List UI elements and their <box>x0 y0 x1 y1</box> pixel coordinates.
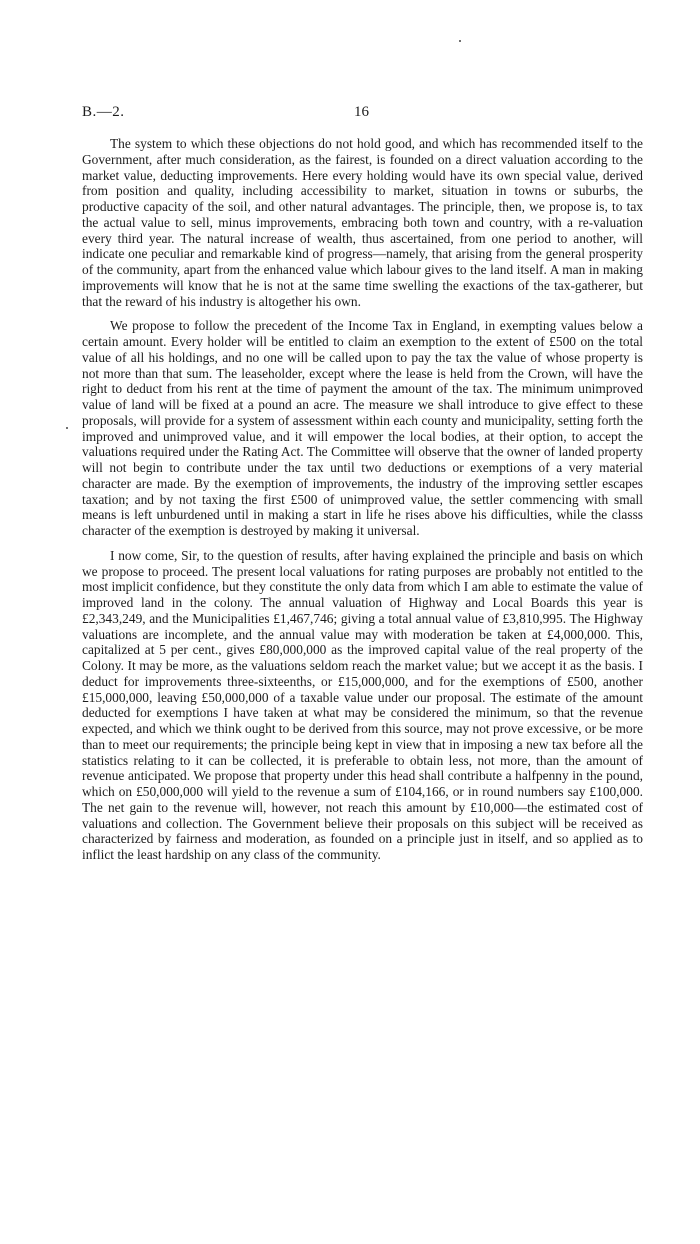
paragraph-exemptions: We propose to follow the precedent of the Income Tax in England, in exempting values below a certain amount. Every holder will be entitled to claim an exemption to the extent of £500 on the total value of all his holdings, and no one will be called upon to pay the tax the value of whose property is not more than that sum. The leaseholder, except where the lease is held from the Crown, will have the right to deduct from his rent at the time of payment the amount of the tax. The minimum unimproved value of land will be fixed at a pound an acre. The measure we shall introduce to give effect to these proposals, will provide for a system of assessment within each county and municipality, setting forth the improved and unimproved value, and it will empower the local bodies, at their option, to accept the valuations required under the Rating Act. The Committee will observe that the owner of landed property will not begin to contribute under the tax until two deductions or exemptions of a very material character are made. By the exemption of improvements, the industry of the improving settler escapes taxation; and by not taxing the first £500 of unimproved value, the settler commencing with small means is left unburdened until in making a start in life he rises above his difficulties, while the classs character of the exemption is destroyed by making it universal. <box>82 318 643 538</box>
paragraph-valuation-system: The system to which these objections do not hold good, and which has recommended itself to the Government, after much consideration, as the fairest, is founded on a direct valuation according to the market value, deducting improvements. Here every holding would have its own special value, derived from position and quality, including accessibility to market, situation in towns or suburbs, the productive capacity of the soil, and other natural advantages. The principle, then, we propose is, to tax the actual value to sell, minus improvements, embracing both town and country, with a re-valuation every third year. The natural increase of wealth, thus ascertained, from one period to another, will indicate one peculiar and remarkable kind of progress—namely, that arising from the general prosperity of the community, apart from the enhanced value which labour gives to the land itself. A man in making improvements will know that he is not at the same time swelling the exactions of the tax-gatherer, but that the reward of his industry is altogether his own. <box>82 136 643 309</box>
page-header <box>82 104 642 124</box>
scan-speck <box>66 427 68 429</box>
body-text <box>82 136 643 863</box>
scan-speck <box>459 40 461 42</box>
page-number: 16 <box>354 104 369 120</box>
paragraph-results: I now come, Sir, to the question of results, after having explained the principle and basis on which we propose to proceed. The present local valuations for rating purposes are probably not entitled to the most implicit confidence, but they constitute the only data from which I am able to estimate the value of improved land in the colony. The annual valuation of Highway and Local Boards this year is £2,343,249, and the Municipalities £1,467,746; giving a total annual value of £3,810,995. The Highway valuations are incomplete, and the annual value may with moderation be taken at £4,000,000. This, capitalized at 5 per cent., gives £80,000,000 as the improved capital value of the real property of the Colony. It may be more, as the valuations seldom reach the market value; but we accept it as the basis. I deduct for improvements three-sixteenths, or £15,000,000, and for the exemptions of £500, another £15,000,000, leaving £50,000,000 of a taxable value under our proposal. The estimate of the amount deducted for exemptions I have taken at what may be considered the minimum, so that the revenue expected, and which we think ought to be derived from this source, may not prove excessive, or be more than to meet our requirements; the principle being kept in view that in imposing a new tax before all the statistics relating to it can be collected, it is preferable to obtain less, not more, than the amount of revenue anticipated. We propose that property under this head shall contribute a halfpenny in the pound, which on £50,000,000 will yield to the revenue a sum of £104,166, or in round numbers say £100,000. The net gain to the revenue will, however, not reach this amount by £10,000—the estimated cost of valuations and collection. The Government believe their proposals on this subject will be received as characterized by fairness and moderation, as founded on a principle just in itself, and so applied as to inflict the least hardship on any class of the community. <box>82 547 643 862</box>
document-reference: B.—2. <box>82 104 125 120</box>
